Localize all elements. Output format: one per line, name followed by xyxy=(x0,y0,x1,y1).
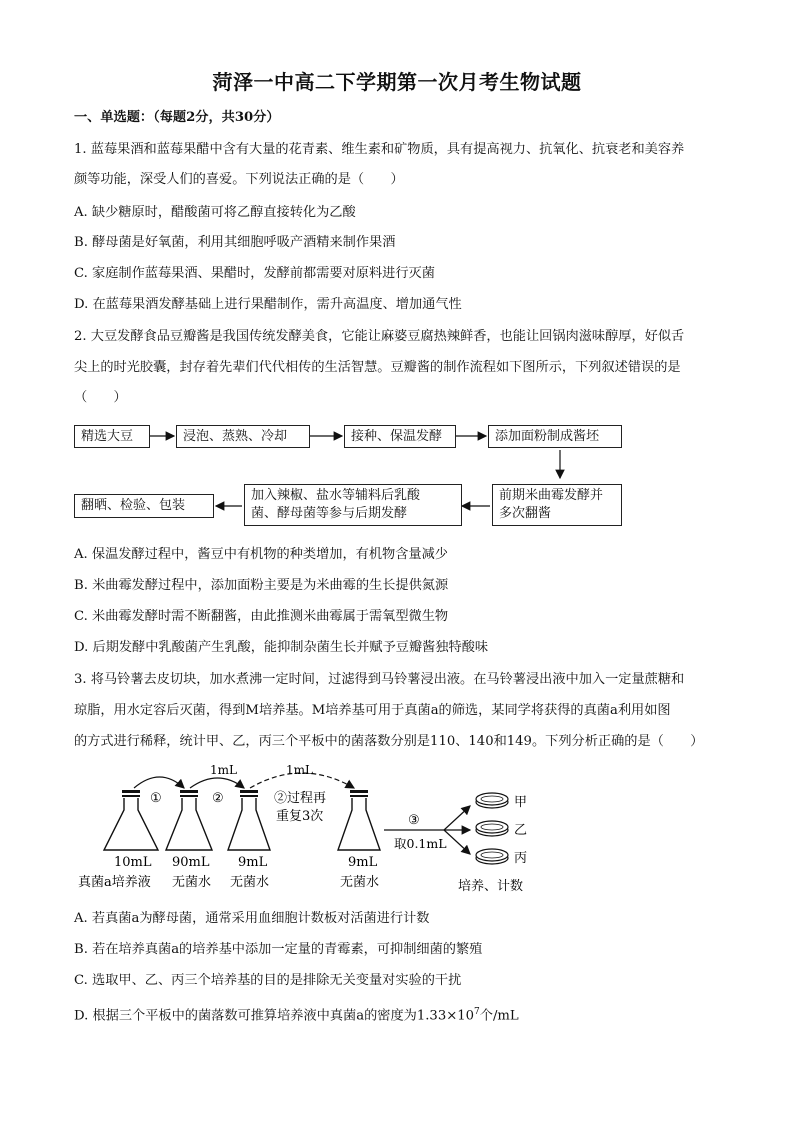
flow-step-add-flour xyxy=(488,425,622,448)
q3-option-a: A. 若真菌a为酵母菌，通常采用血细胞计数板对活菌进行计数 xyxy=(74,911,430,926)
q3-option-d xyxy=(74,1002,734,1026)
vol-9ml-2: 9mL xyxy=(348,855,378,870)
branch-down xyxy=(444,830,470,854)
label-culture: 真菌a培养液 xyxy=(78,875,151,890)
q2-flowchart xyxy=(74,420,634,530)
plate-jia-label: 甲 xyxy=(514,795,528,810)
transfer-arrow-2 xyxy=(190,778,244,788)
transfer-arrow-1 xyxy=(134,777,184,788)
vol-9ml-1: 9mL xyxy=(238,855,268,870)
flow-step-late-fermentation xyxy=(244,484,462,526)
flow-step-soak-steam xyxy=(176,425,310,448)
flow-step-inoculate xyxy=(344,425,456,448)
q1-option-a: A. 缺少糖原时，醋酸菌可将乙醇直接转化为乙酸 xyxy=(74,205,356,220)
plate-bing-label: 丙 xyxy=(514,851,528,866)
flask-90ml-icon xyxy=(166,790,212,850)
q2-option-b: B. 米曲霉发酵过程中，添加面粉主要是为米曲霉的生长提供氮源 xyxy=(74,578,449,593)
take-label: 取0.1mL xyxy=(394,836,447,851)
q2-stem-line1: 2. 大豆发酵食品豆瓣酱是我国传统发酵美食，它能让麻婆豆腐热辣鲜香，也能让回锅肉滋味醇厚，好似舌 xyxy=(74,329,685,344)
step1-label: ① xyxy=(150,791,162,806)
flask-9ml-icon-2 xyxy=(338,790,380,850)
dilution-svg xyxy=(74,762,554,900)
q1-option-b: B. 酵母菌是好氧菌，利用其细胞呼吸产酒精来制作果酒 xyxy=(74,235,396,250)
flow-step6-line1: 加入辣椒、盐水等辅料后乳酸 xyxy=(251,488,421,503)
flow-step5-line1: 前期米曲霉发酵并 xyxy=(499,488,604,503)
plate-yi-icon xyxy=(476,821,508,836)
q3-stem-line2: 琼脂，用水定容后灭菌，得到M培养基。M培养基可用于真菌a的筛选，某同学将获得的真菌a利用如图 xyxy=(74,703,671,718)
flow-step1-text: 精选大豆 xyxy=(81,428,134,444)
plate-jia-icon xyxy=(476,793,508,808)
repeat-label-1: ②过程再 xyxy=(274,791,327,806)
label-sterile-water-3: 无菌水 xyxy=(340,875,380,890)
flow-step5-line2: 多次翻酱 xyxy=(499,506,552,521)
flow-step-select-soybeans xyxy=(74,425,150,448)
ml-label-2: 1mL xyxy=(286,763,313,777)
step3-label: ③ xyxy=(408,813,420,828)
label-culture-count: 培养、计数 xyxy=(458,879,524,894)
q2-stem-line3: （ ） xyxy=(74,390,127,405)
q2-option-c: C. 米曲霉发酵时需不断翻酱，由此推测米曲霉属于需氧型微生物 xyxy=(74,609,449,624)
repeat-label-2: 重复3次 xyxy=(276,809,324,824)
flow-step7-text: 翻晒、检验、包装 xyxy=(81,498,186,513)
flow-step4-text: 添加面粉制成酱坯 xyxy=(495,428,600,444)
flow-step3-text: 接种、保温发酵 xyxy=(351,428,443,444)
plate-bing-icon xyxy=(476,849,508,864)
q2-stem-line2: 尖上的时光胶囊，封存着先辈们代代相传的生活智慧。豆瓣酱的制作流程如下图所示，下列叙述错误的是 xyxy=(74,360,681,375)
plate-yi-label: 乙 xyxy=(514,823,528,838)
label-sterile-water-1: 无菌水 xyxy=(172,875,212,890)
q1-stem-line2: 颜等功能，深受人们的喜爱。下列说法正确的是（ ） xyxy=(74,172,404,187)
q1-option-d: D. 在蓝莓果酒发酵基础上进行果醋制作，需升高温度、增加通气性 xyxy=(74,297,462,312)
flow-step-early-fermentation xyxy=(492,484,622,526)
ml-label-1: 1mL xyxy=(210,763,237,777)
q3-stem-line3: 的方式进行稀释，统计甲、乙，丙三个平板中的菌落数分别是110、140和149。下列分析正确的是（ ） xyxy=(74,734,704,749)
q3-option-d-exponent: 7 xyxy=(474,1007,480,1017)
q3-stem-line1: 3. 将马铃薯去皮切块，加水煮沸一定时间，过滤得到马铃薯浸出液。在马铃薯浸出液中加入一定量蔗糖和 xyxy=(74,672,685,687)
q3-option-b: B. 若在培养真菌a的培养基中添加一定量的青霉素，可抑制细菌的繁殖 xyxy=(74,942,483,957)
q2-option-a: A. 保温发酵过程中，酱豆中有机物的种类增加，有机物含量减少 xyxy=(74,547,448,562)
branch-up xyxy=(444,806,470,830)
q3-option-d-unit: 个/mL xyxy=(479,1008,519,1024)
section-heading: 一、单选题：（每题2分，共30分） xyxy=(74,110,280,125)
page-title: 菏泽一中高二下学期第一次月考生物试题 xyxy=(212,70,582,94)
step2-label: ② xyxy=(212,791,224,806)
vol-90ml: 90mL xyxy=(172,855,210,870)
q3-option-c: C. 选取甲、乙、丙三个培养基的目的是排除无关变量对实验的干扰 xyxy=(74,973,462,988)
q1-option-c: C. 家庭制作蓝莓果酒、果醋时，发酵前都需要对原料进行灭菌 xyxy=(74,266,435,281)
flow-step2-text: 浸泡、蒸熟、冷却 xyxy=(183,428,288,444)
vol-10ml: 10mL xyxy=(114,855,152,870)
flask-9ml-icon-1 xyxy=(228,790,270,850)
q3-dilution-diagram xyxy=(74,762,554,900)
label-sterile-water-2: 无菌水 xyxy=(230,875,270,890)
flow-step6-line2: 菌、酵母菌等参与后期发酵 xyxy=(251,506,408,521)
q3-option-d-main: D. 根据三个平板中的菌落数可推算培养液中真菌a的密度为1.33×10 xyxy=(74,1008,475,1024)
q1-stem-line1: 1. 蓝莓果酒和蓝莓果醋中含有大量的花青素、维生素和矿物质，具有提高视力、抗氧化、抗衰老和美容养 xyxy=(74,142,685,157)
flow-step-packaging xyxy=(74,494,214,518)
q2-option-d: D. 后期发酵中乳酸菌产生乳酸，能抑制杂菌生长并赋予豆瓣酱独特酸味 xyxy=(74,640,489,655)
